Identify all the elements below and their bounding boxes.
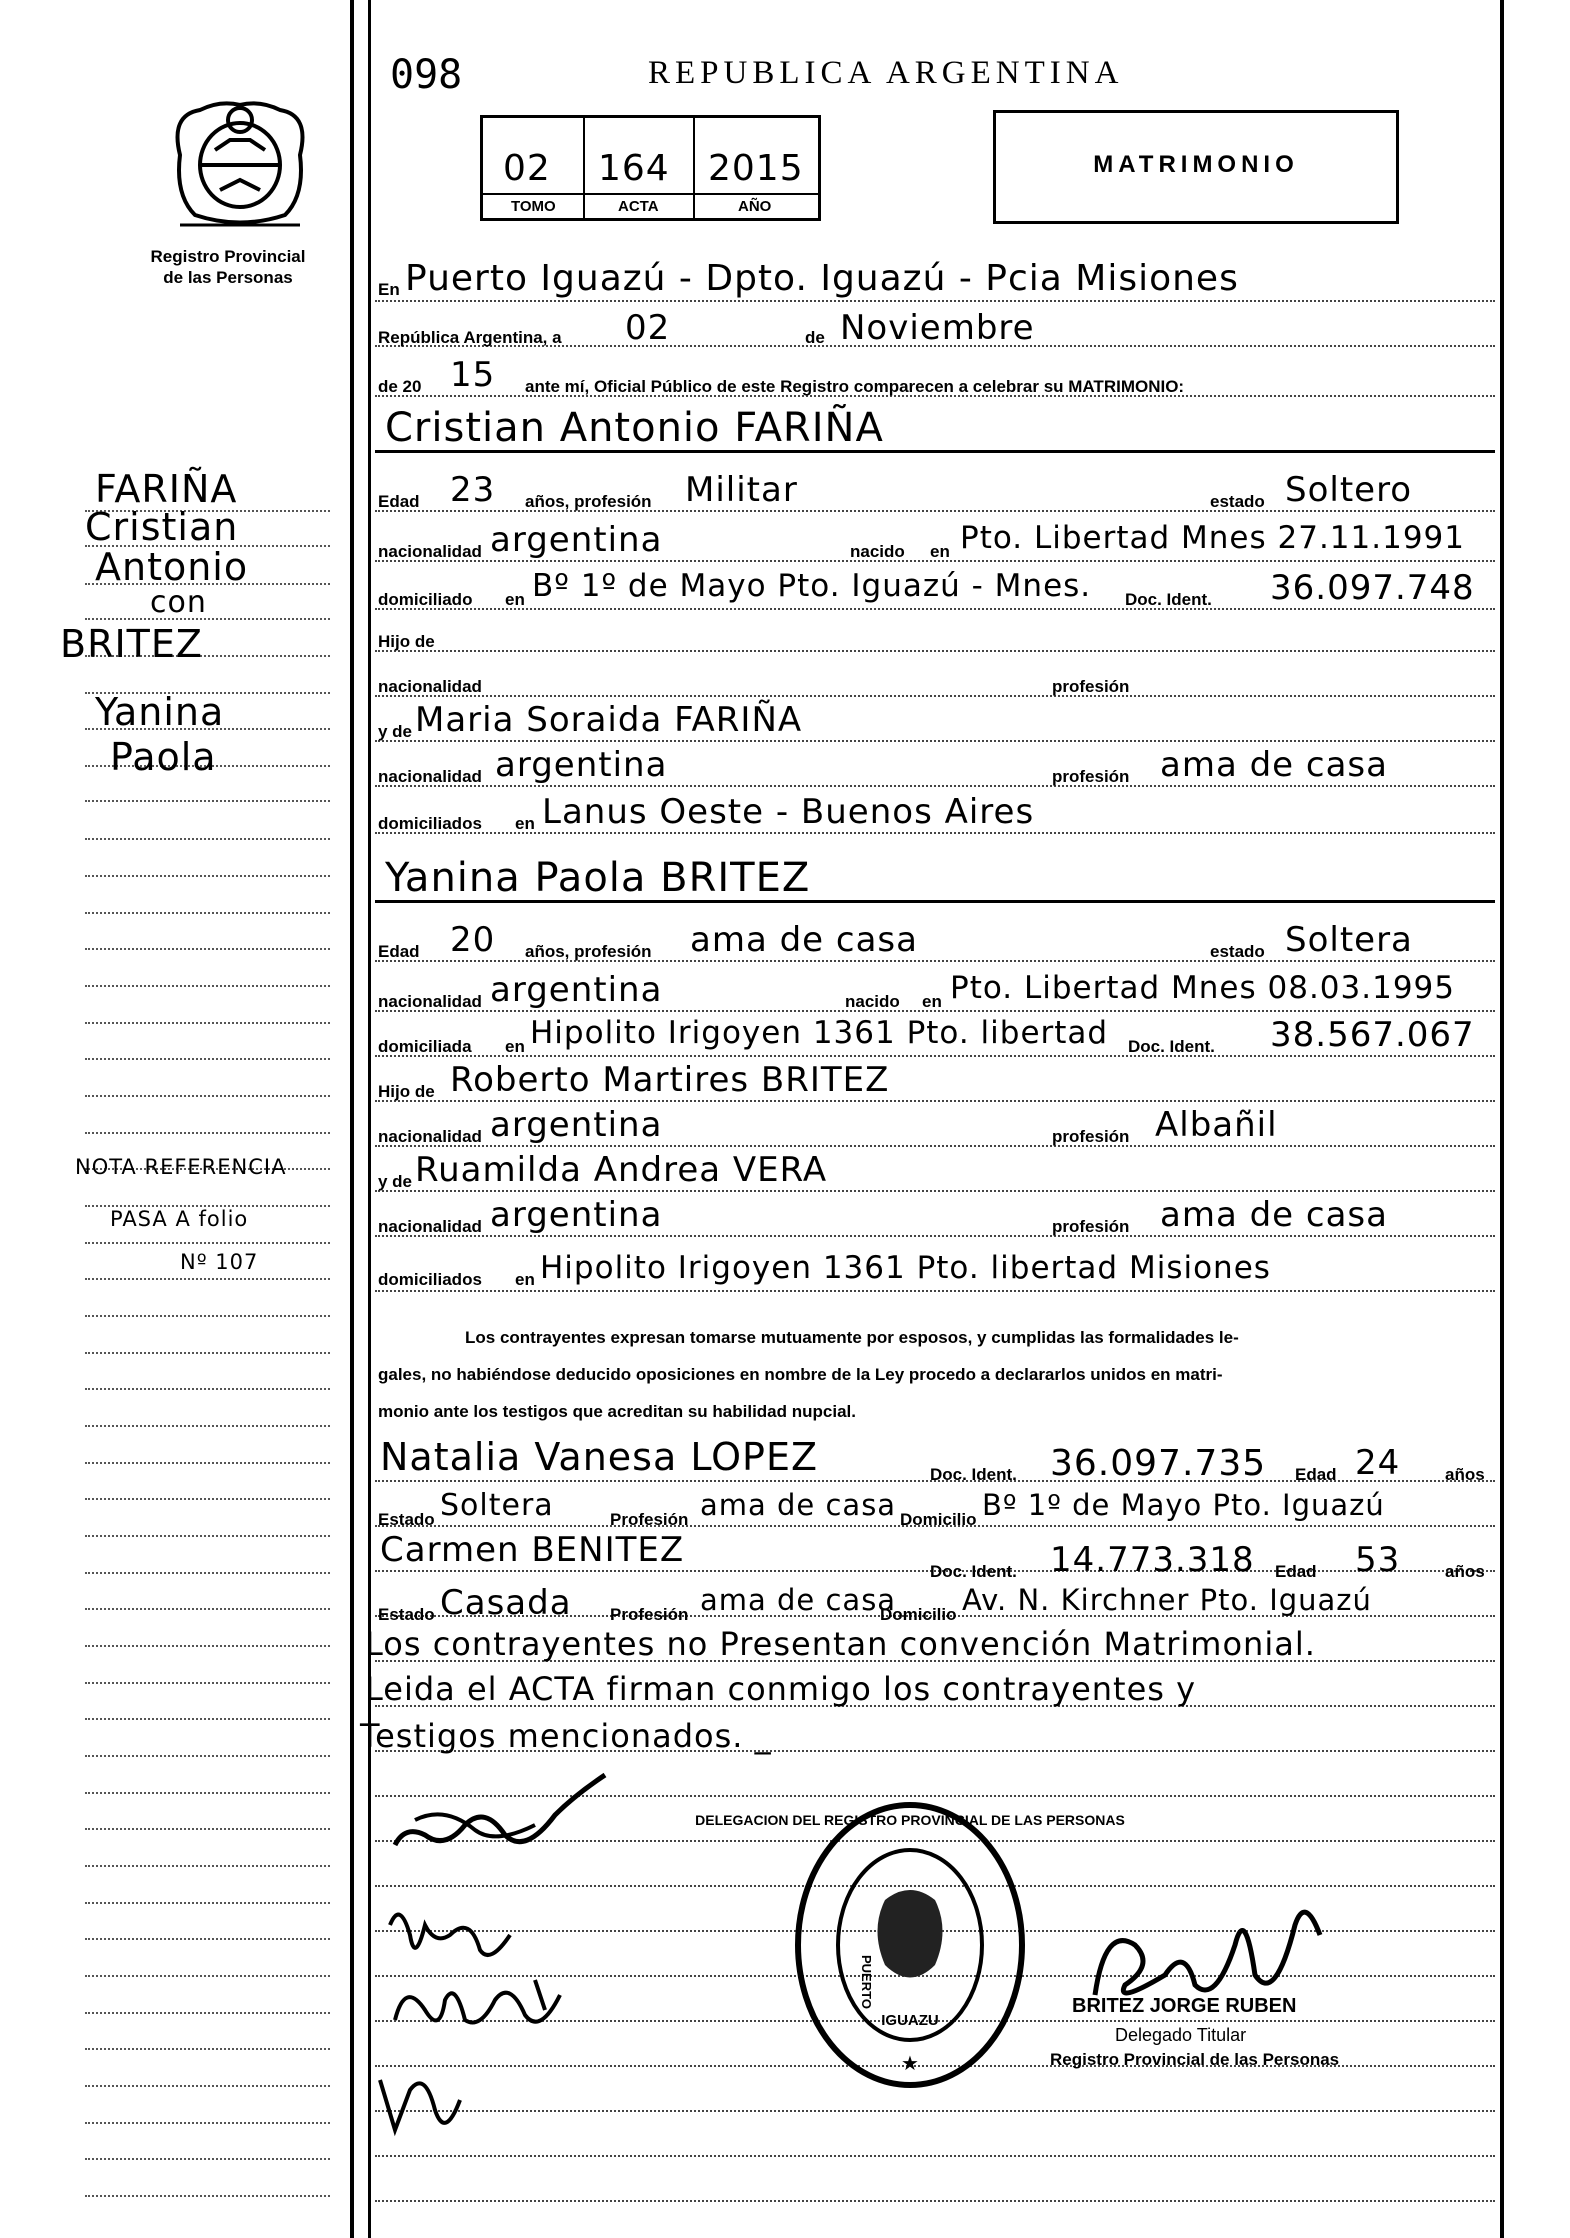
bride-father-nationality: argentina bbox=[490, 1105, 663, 1145]
signature-witness2 bbox=[370, 2060, 480, 2150]
y-de-label: y de bbox=[378, 1172, 413, 1191]
en-label: en bbox=[505, 590, 525, 609]
bride-nationality: argentina bbox=[490, 970, 663, 1010]
margin-line bbox=[85, 1352, 330, 1354]
form-line bbox=[375, 1190, 1495, 1192]
domiciliado-label: domiciliado bbox=[378, 590, 473, 609]
witness1-status: Soltera bbox=[440, 1488, 554, 1523]
margin-name-line: Paola bbox=[110, 735, 217, 779]
remark-line: Los contrayentes no Presentan convención Matrimonial. bbox=[365, 1625, 1316, 1663]
margin-line bbox=[85, 1278, 330, 1280]
margin-name-line: FARIÑA bbox=[95, 467, 238, 511]
seal-ring-text: DELEGACION DEL REGISTRO PROVINCIAL DE LAS PERSONAS bbox=[695, 1812, 1125, 1828]
doc-label: Doc. Ident. bbox=[930, 1562, 1017, 1581]
declaration-line: gales, no habiéndose deducido oposiciones en nombre de la Ley procedo a declararlos unidos en matri- bbox=[378, 1365, 1223, 1384]
form-line bbox=[375, 608, 1495, 610]
form-line bbox=[375, 695, 1495, 697]
anos-label: años bbox=[1445, 1562, 1485, 1581]
bride-parents-address: Hipolito Irigoyen 1361 Pto. libertad Misiones bbox=[540, 1250, 1271, 1286]
margin-note-line: NOTA REFERENCIA bbox=[75, 1155, 287, 1179]
margin-line bbox=[85, 1095, 330, 1097]
seal-center1: PUERTO bbox=[859, 1955, 874, 2009]
bride-doc: 38.567.067 bbox=[1270, 1015, 1475, 1055]
tomo-label: TOMO bbox=[511, 198, 556, 215]
edad-label: Edad bbox=[1295, 1465, 1337, 1484]
nacido-label: nacido bbox=[850, 542, 905, 561]
margin-name-line: Yanina bbox=[95, 690, 225, 734]
margin-line bbox=[85, 2012, 330, 2014]
margin-line bbox=[85, 985, 330, 987]
domiciliada-label: domiciliada bbox=[378, 1037, 472, 1056]
type-box bbox=[993, 110, 1399, 224]
margin-line bbox=[85, 2048, 330, 2050]
left-rule bbox=[350, 0, 354, 2238]
profesion-label: Profesión bbox=[610, 1605, 689, 1624]
ano-label: AÑO bbox=[738, 198, 772, 215]
margin-line bbox=[85, 1388, 330, 1390]
margin-line bbox=[85, 2158, 330, 2160]
declaration-line: Los contrayentes expresan tomarse mutuamente por esposos, y cumplidas las formalidades le- bbox=[465, 1328, 1239, 1347]
acta-label: ACTA bbox=[618, 198, 659, 215]
margin-line bbox=[85, 800, 330, 802]
de-label: de bbox=[805, 328, 825, 347]
margin-line bbox=[85, 1718, 330, 1720]
nacionalidad-label: nacionalidad bbox=[378, 677, 482, 696]
margin-line bbox=[85, 1682, 330, 1684]
place-value: Puerto Iguazú - Dpto. Iguazú - Pcia Misiones bbox=[405, 258, 1239, 299]
remark-line: Testigos mencionados. _ bbox=[360, 1717, 772, 1755]
day-value: 02 bbox=[625, 308, 671, 348]
nacionalidad-label: nacionalidad bbox=[378, 1217, 482, 1236]
witness2-age: 53 bbox=[1355, 1540, 1401, 1580]
official-name: BRITEZ JORGE RUBEN bbox=[1072, 1995, 1297, 2017]
bride-mother: Ruamilda Andrea VERA bbox=[415, 1150, 828, 1190]
domiciliados-label: domiciliados bbox=[378, 814, 482, 833]
nacionalidad-label: nacionalidad bbox=[378, 1127, 482, 1146]
witness2-status: Casada bbox=[440, 1583, 572, 1623]
margin-line bbox=[85, 1828, 330, 1830]
official-org: Registro Provincial de las Personas bbox=[1050, 2050, 1340, 2069]
form-line bbox=[375, 2155, 1495, 2157]
margin-line bbox=[85, 948, 330, 950]
registry-line2: de las Personas bbox=[163, 268, 293, 287]
anos-label: años bbox=[1445, 1465, 1485, 1484]
right-rule bbox=[1500, 0, 1504, 2238]
year-label: de 20 bbox=[378, 377, 422, 396]
form-line bbox=[375, 832, 1495, 834]
bride-address: Hipolito Irigoyen 1361 Pto. libertad bbox=[530, 1015, 1109, 1051]
hijo-de-label: Hijo de bbox=[378, 632, 435, 651]
signature-groom bbox=[385, 1765, 615, 1865]
tomo-value: 02 bbox=[503, 148, 551, 189]
anos-profesion-label: años, profesión bbox=[525, 942, 652, 961]
year-value: 15 bbox=[450, 355, 496, 395]
registry-line1: Registro Provincial bbox=[150, 247, 306, 266]
official-seal bbox=[695, 1795, 1125, 2095]
form-line bbox=[375, 2200, 1495, 2202]
form-line bbox=[375, 740, 1495, 742]
margin-line bbox=[85, 1462, 330, 1464]
form-line bbox=[375, 2110, 1495, 2112]
margin-line bbox=[85, 1902, 330, 1904]
margin-line bbox=[85, 1755, 330, 1757]
witness2-doc: 14.773.318 bbox=[1050, 1540, 1255, 1580]
groom-name: Cristian Antonio FARIÑA bbox=[385, 405, 884, 451]
form-line bbox=[375, 1055, 1495, 1057]
margin-note-line: PASA A folio bbox=[110, 1207, 249, 1231]
seal-star-icon: ★ bbox=[901, 2051, 919, 2075]
margin-line bbox=[85, 1425, 330, 1427]
witness1-age: 24 bbox=[1355, 1443, 1401, 1483]
form-line bbox=[375, 1290, 1495, 1292]
en-label: en bbox=[515, 1270, 535, 1289]
en-label: en bbox=[930, 542, 950, 561]
margin-line bbox=[85, 1572, 330, 1574]
record-labels-strip bbox=[483, 193, 818, 220]
margin-name-line: BRITEZ bbox=[60, 622, 203, 666]
form-line bbox=[375, 785, 1495, 787]
month-value: Noviembre bbox=[840, 308, 1035, 348]
bride-birth: Pto. Libertad Mnes 08.03.1995 bbox=[950, 970, 1456, 1006]
groom-mother-nationality: argentina bbox=[495, 745, 668, 785]
en-label: en bbox=[922, 992, 942, 1011]
margin-line bbox=[85, 2195, 330, 2197]
groom-doc: 36.097.748 bbox=[1270, 568, 1475, 608]
profesion-label: profesión bbox=[1052, 677, 1130, 696]
en-label: En bbox=[378, 280, 400, 299]
margin-line bbox=[85, 1132, 330, 1134]
seal-center2: IGUAZU bbox=[881, 2012, 939, 2029]
margin-line bbox=[85, 1242, 330, 1244]
official-title: Delegado Titular bbox=[1115, 2025, 1247, 2045]
form-line bbox=[375, 1145, 1495, 1147]
witness1-name: Natalia Vanesa LOPEZ bbox=[380, 1435, 819, 1479]
domicilio-label: Domicilio bbox=[880, 1605, 957, 1624]
margin-line bbox=[85, 1645, 330, 1647]
groom-status: Soltero bbox=[1285, 470, 1413, 510]
form-line bbox=[375, 1100, 1495, 1102]
domiciliados-label: domiciliados bbox=[378, 1270, 482, 1289]
profesion-label: Profesión bbox=[610, 1510, 689, 1529]
en-label: en bbox=[515, 814, 535, 833]
y-de-label: y de bbox=[378, 722, 413, 741]
witness2-name: Carmen BENITEZ bbox=[380, 1530, 685, 1570]
acta-value: 164 bbox=[598, 148, 670, 189]
hijo-de-label: Hijo de bbox=[378, 1082, 435, 1101]
margin-line bbox=[85, 2085, 330, 2087]
bride-father-profession: Albañil bbox=[1155, 1105, 1278, 1145]
profesion-label: profesión bbox=[1052, 767, 1130, 786]
groom-nationality: argentina bbox=[490, 520, 663, 560]
margin-line bbox=[85, 1608, 330, 1610]
margin-line bbox=[85, 1792, 330, 1794]
margin-note-line: Nº 107 bbox=[180, 1250, 259, 1274]
groom-birth: Pto. Libertad Mnes 27.11.1991 bbox=[960, 520, 1466, 556]
margin-line bbox=[85, 2122, 330, 2124]
margin-line bbox=[85, 1498, 330, 1500]
groom-profession: Militar bbox=[685, 470, 798, 510]
witness2-profession: ama de casa bbox=[700, 1583, 897, 1617]
groom-address: Bº 1º de Mayo Pto. Iguazú - Mnes. bbox=[532, 568, 1092, 604]
nacido-label: nacido bbox=[845, 992, 900, 1011]
domicilio-label: Domicilio bbox=[900, 1510, 977, 1529]
profesion-label: profesión bbox=[1052, 1127, 1130, 1146]
country-title: REPUBLICA ARGENTINA bbox=[648, 55, 1124, 91]
margin-line bbox=[85, 875, 330, 877]
republica-label: República Argentina, a bbox=[378, 328, 562, 347]
bride-profession: ama de casa bbox=[690, 920, 918, 960]
intro-text: ante mí, Oficial Público de este Registro comparecen a celebrar su MATRIMONIO: bbox=[525, 377, 1185, 396]
left-rule-inner bbox=[368, 0, 371, 2238]
anos-profesion-label: años, profesión bbox=[525, 492, 652, 511]
estado-label: estado bbox=[1210, 942, 1265, 961]
en-label: en bbox=[505, 1037, 525, 1056]
declaration-line: monio ante los testigos que acreditan su habilidad nupcial. bbox=[378, 1402, 856, 1421]
bride-father: Roberto Martires BRITEZ bbox=[450, 1060, 890, 1100]
ano-value: 2015 bbox=[708, 148, 804, 189]
bride-age: 20 bbox=[450, 920, 496, 960]
nacionalidad-label: nacionalidad bbox=[378, 992, 482, 1011]
bride-mother-nationality: argentina bbox=[490, 1195, 663, 1235]
edad-label: Edad bbox=[1275, 1562, 1317, 1581]
edad-label: Edad bbox=[378, 492, 420, 511]
margin-name-line: Cristian bbox=[85, 505, 239, 549]
bride-status: Soltera bbox=[1285, 920, 1413, 960]
witness1-address: Bº 1º de Mayo Pto. Iguazú bbox=[982, 1488, 1385, 1522]
margin-line bbox=[85, 618, 330, 620]
groom-mother-profession: ama de casa bbox=[1160, 745, 1388, 785]
bride-name: Yanina Paola BRITEZ bbox=[385, 855, 811, 901]
margin-line bbox=[85, 1022, 330, 1024]
witness1-profession: ama de casa bbox=[700, 1488, 897, 1522]
form-line bbox=[375, 650, 1495, 652]
form-line bbox=[375, 300, 1495, 302]
margin-line bbox=[85, 912, 330, 914]
edad-label: Edad bbox=[378, 942, 420, 961]
bride-mother-profession: ama de casa bbox=[1160, 1195, 1388, 1235]
coat-of-arms-logo bbox=[160, 95, 320, 235]
margin-line bbox=[85, 1058, 330, 1060]
margin-line bbox=[85, 1938, 330, 1940]
witness1-doc: 36.097.735 bbox=[1050, 1443, 1267, 1484]
margin-name-line: Antonio bbox=[95, 545, 249, 589]
doc-label: Doc. Ident. bbox=[1125, 590, 1212, 609]
estado-label: estado bbox=[1210, 492, 1265, 511]
witness2-address: Av. N. Kirchner Pto. Iguazú bbox=[962, 1583, 1372, 1617]
estado-label: Estado bbox=[378, 1605, 435, 1624]
nacionalidad-label: nacionalidad bbox=[378, 767, 482, 786]
estado-label: Estado bbox=[378, 1510, 435, 1529]
form-line bbox=[375, 1235, 1495, 1237]
margin-line bbox=[85, 1975, 330, 1977]
groom-parents-address: Lanus Oeste - Buenos Aires bbox=[542, 792, 1035, 832]
record-number-box bbox=[480, 115, 821, 221]
remark-line: Leida el ACTA firman conmigo los contrayentes y bbox=[365, 1670, 1197, 1708]
nacionalidad-label: nacionalidad bbox=[378, 542, 482, 561]
margin-name-line: con bbox=[150, 585, 207, 620]
signature-witness1 bbox=[385, 1960, 575, 2050]
groom-mother: Maria Soraida FARIÑA bbox=[415, 700, 803, 740]
doc-label: Doc. Ident. bbox=[1128, 1037, 1215, 1056]
margin-line bbox=[85, 1535, 330, 1537]
groom-age: 23 bbox=[450, 470, 496, 510]
doc-label: Doc. Ident. bbox=[930, 1465, 1017, 1484]
margin-line bbox=[85, 1315, 330, 1317]
type-label: MATRIMONIO bbox=[1093, 151, 1299, 178]
margin-line bbox=[85, 838, 330, 840]
profesion-label: profesión bbox=[1052, 1217, 1130, 1236]
folio-number: 098 bbox=[390, 52, 463, 98]
margin-line bbox=[85, 1865, 330, 1867]
